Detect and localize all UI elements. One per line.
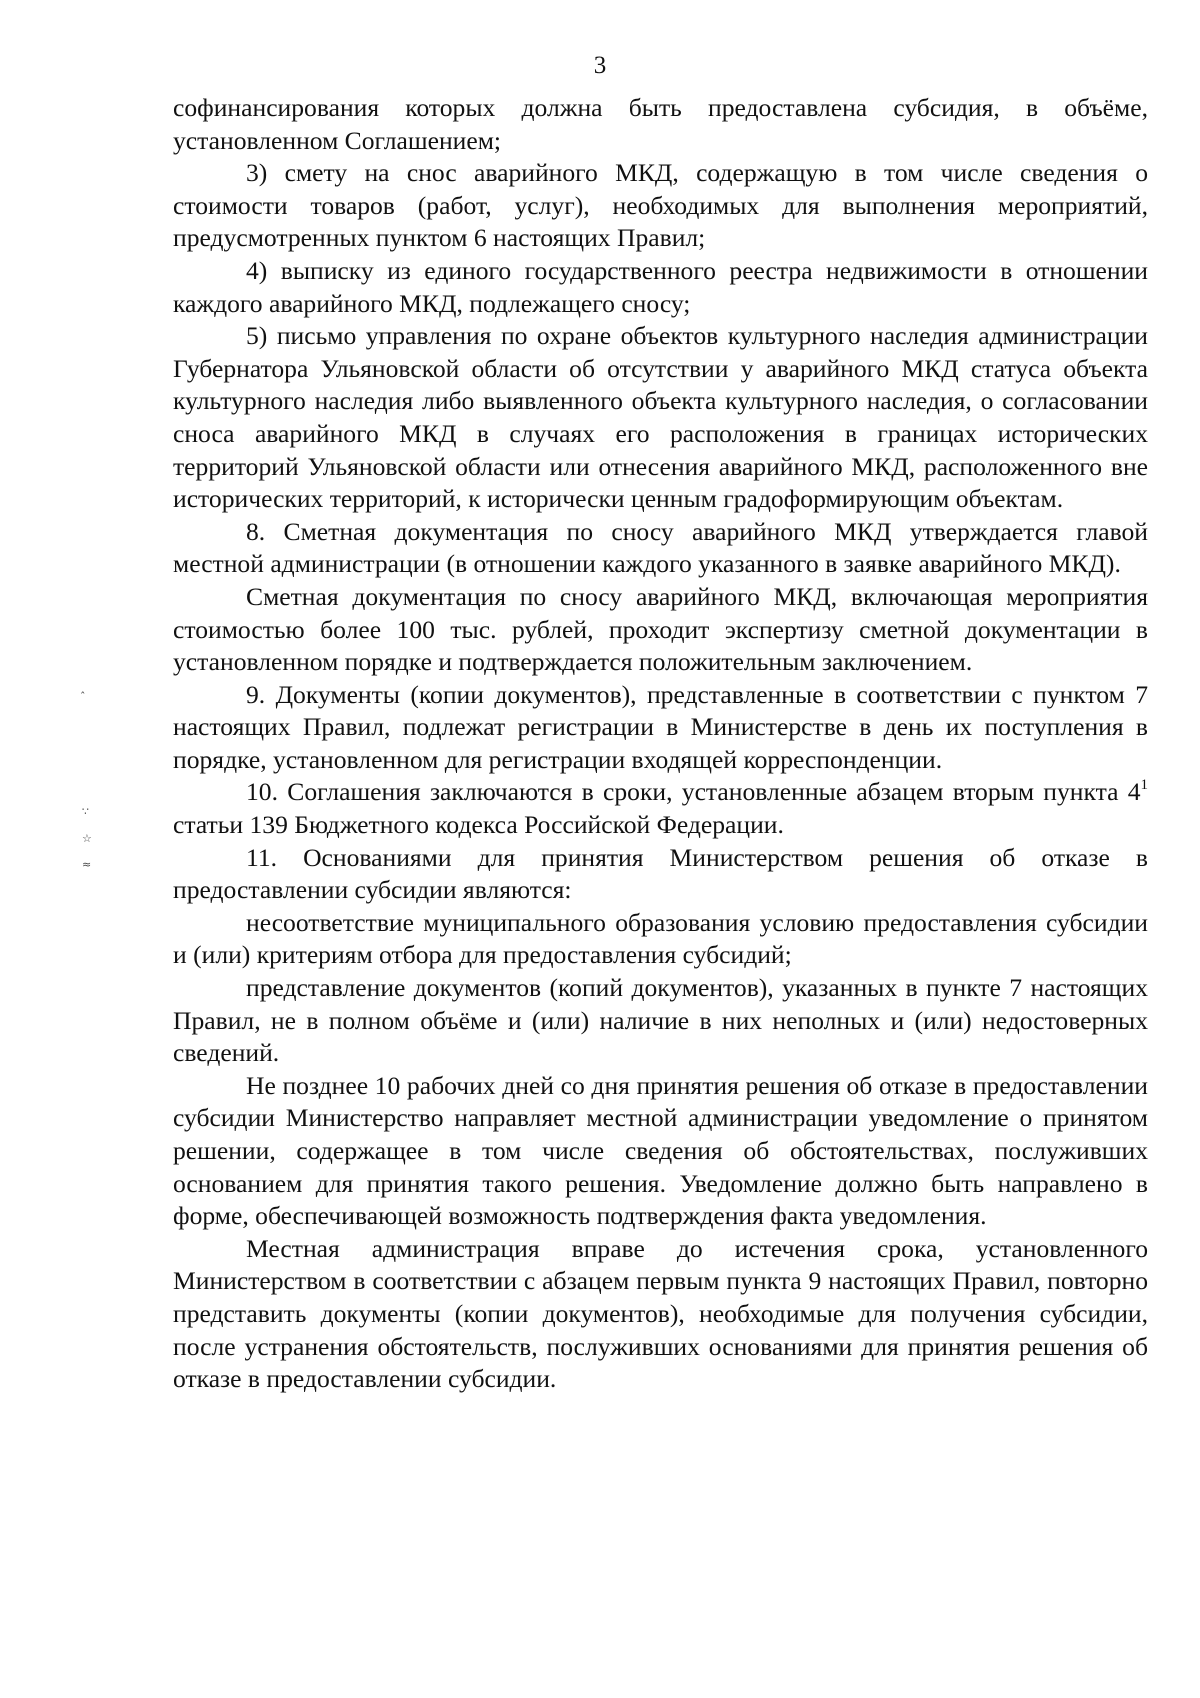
paragraph-item-4: 4) выписку из единого государственного реестра недвижимости в отношении каждого аварийного МКД, подлежащего сносу; (173, 255, 1148, 318)
clause-10-superscript: 1 (1140, 776, 1148, 793)
paragraph-continuation: софинансирования которых должна быть предоставлена субсидия, в объёме, установленном Соглашением; (173, 93, 1148, 155)
paragraph-clause-9: 9. Документы (копии документов), представленные в соответствии с пунктом 7 настоящих Правил, подлежат регистрации в Министерстве в день их поступления в порядке, установленном для регистрации входящей корреспонденции. (173, 679, 1148, 774)
paragraph-item-5: 5) письмо управления по охране объектов культурного наследия администрации Губернатора Ульяновской области об отсутствии у аварийного МКД статуса объекта культурного наследия либо выявленного объекта культурного наследия, о согласовании сноса аварийного МКД в случаях его расположения в границах исторических территорий Ульяновской области или отнесения аварийного МКД, расположенного вне исторических территорий, к исторически ценным градоформирующим объектам. (173, 321, 1148, 514)
scan-speck-mark: ≈ (82, 858, 92, 871)
paragraph-clause-11-reason-2: представление документов (копий документов), указанных в пункте 7 настоящих Правил, не в полном объёме и (или) наличие в них неполных и (или) недостоверных сведений. (173, 973, 1148, 1068)
paragraph-item-3: 3) смету на снос аварийного МКД, содержащую в том числе сведения о стоимости товаров (работ, услуг), необходимых для выполнения мероприятий, предусмотренных пунктом 6 настоящих Правил; (173, 158, 1148, 253)
paragraph-clause-8-expertise: Сметная документация по сносу аварийного МКД, включающая мероприятия стоимостью более 100 тыс. рублей, проходит экспертизу сметной документации в установленном порядке и подтверждается положительным заключением. (173, 581, 1148, 677)
document-body (173, 92, 1148, 1396)
scan-speck-mark: ˆ (80, 690, 86, 703)
paragraph-clause-10 (173, 776, 1148, 841)
paragraph-clause-11: 11. Основаниями для принятия Министерством решения об отказе в предоставлении субсидии являются: (173, 842, 1148, 905)
page-number: 3 (593, 52, 607, 79)
scan-speck-mark: ☆ (82, 832, 92, 845)
paragraph-clause-11-notification: Не позднее 10 рабочих дней со дня принятия решения об отказе в предоставлении субсидии Министерство направляет местной администрации уведомление о принятом решении, содержащее в том числе сведения об обстоятельствах, послуживших основанием для принятия такого решения. Уведомление должно быть направлено в форме, обеспечивающей возможность подтверждения факта уведомления. (173, 1070, 1148, 1231)
scan-speck-mark: ∵ (82, 805, 89, 818)
paragraph-clause-8: 8. Сметная документация по сносу аварийного МКД утверждается главой местной администрации (в отношении каждого указанного в заявке аварийного МКД). (173, 516, 1148, 579)
clause-10-text-end: статьи 139 Бюджетного кодекса Российской Федерации. (173, 810, 784, 840)
clause-10-text-start: 10. Соглашения заключаются в сроки, установленные абзацем вторым пункта 4 (246, 777, 1141, 807)
paragraph-clause-11-reason-1: несоответствие муниципального образования условию предоставления субсидии и (или) критериям отбора для предоставления субсидий; (173, 907, 1148, 970)
paragraph-clause-11-resubmission: Местная администрация вправе до истечения срока, установленного Министерством в соответствии с абзацем первым пункта 9 настоящих Правил, повторно представить документы (копии документов), необходимые для получения субсидии, после устранения обстоятельств, послуживших основаниями для принятия решения об отказе в предоставлении субсидии. (173, 1233, 1148, 1394)
